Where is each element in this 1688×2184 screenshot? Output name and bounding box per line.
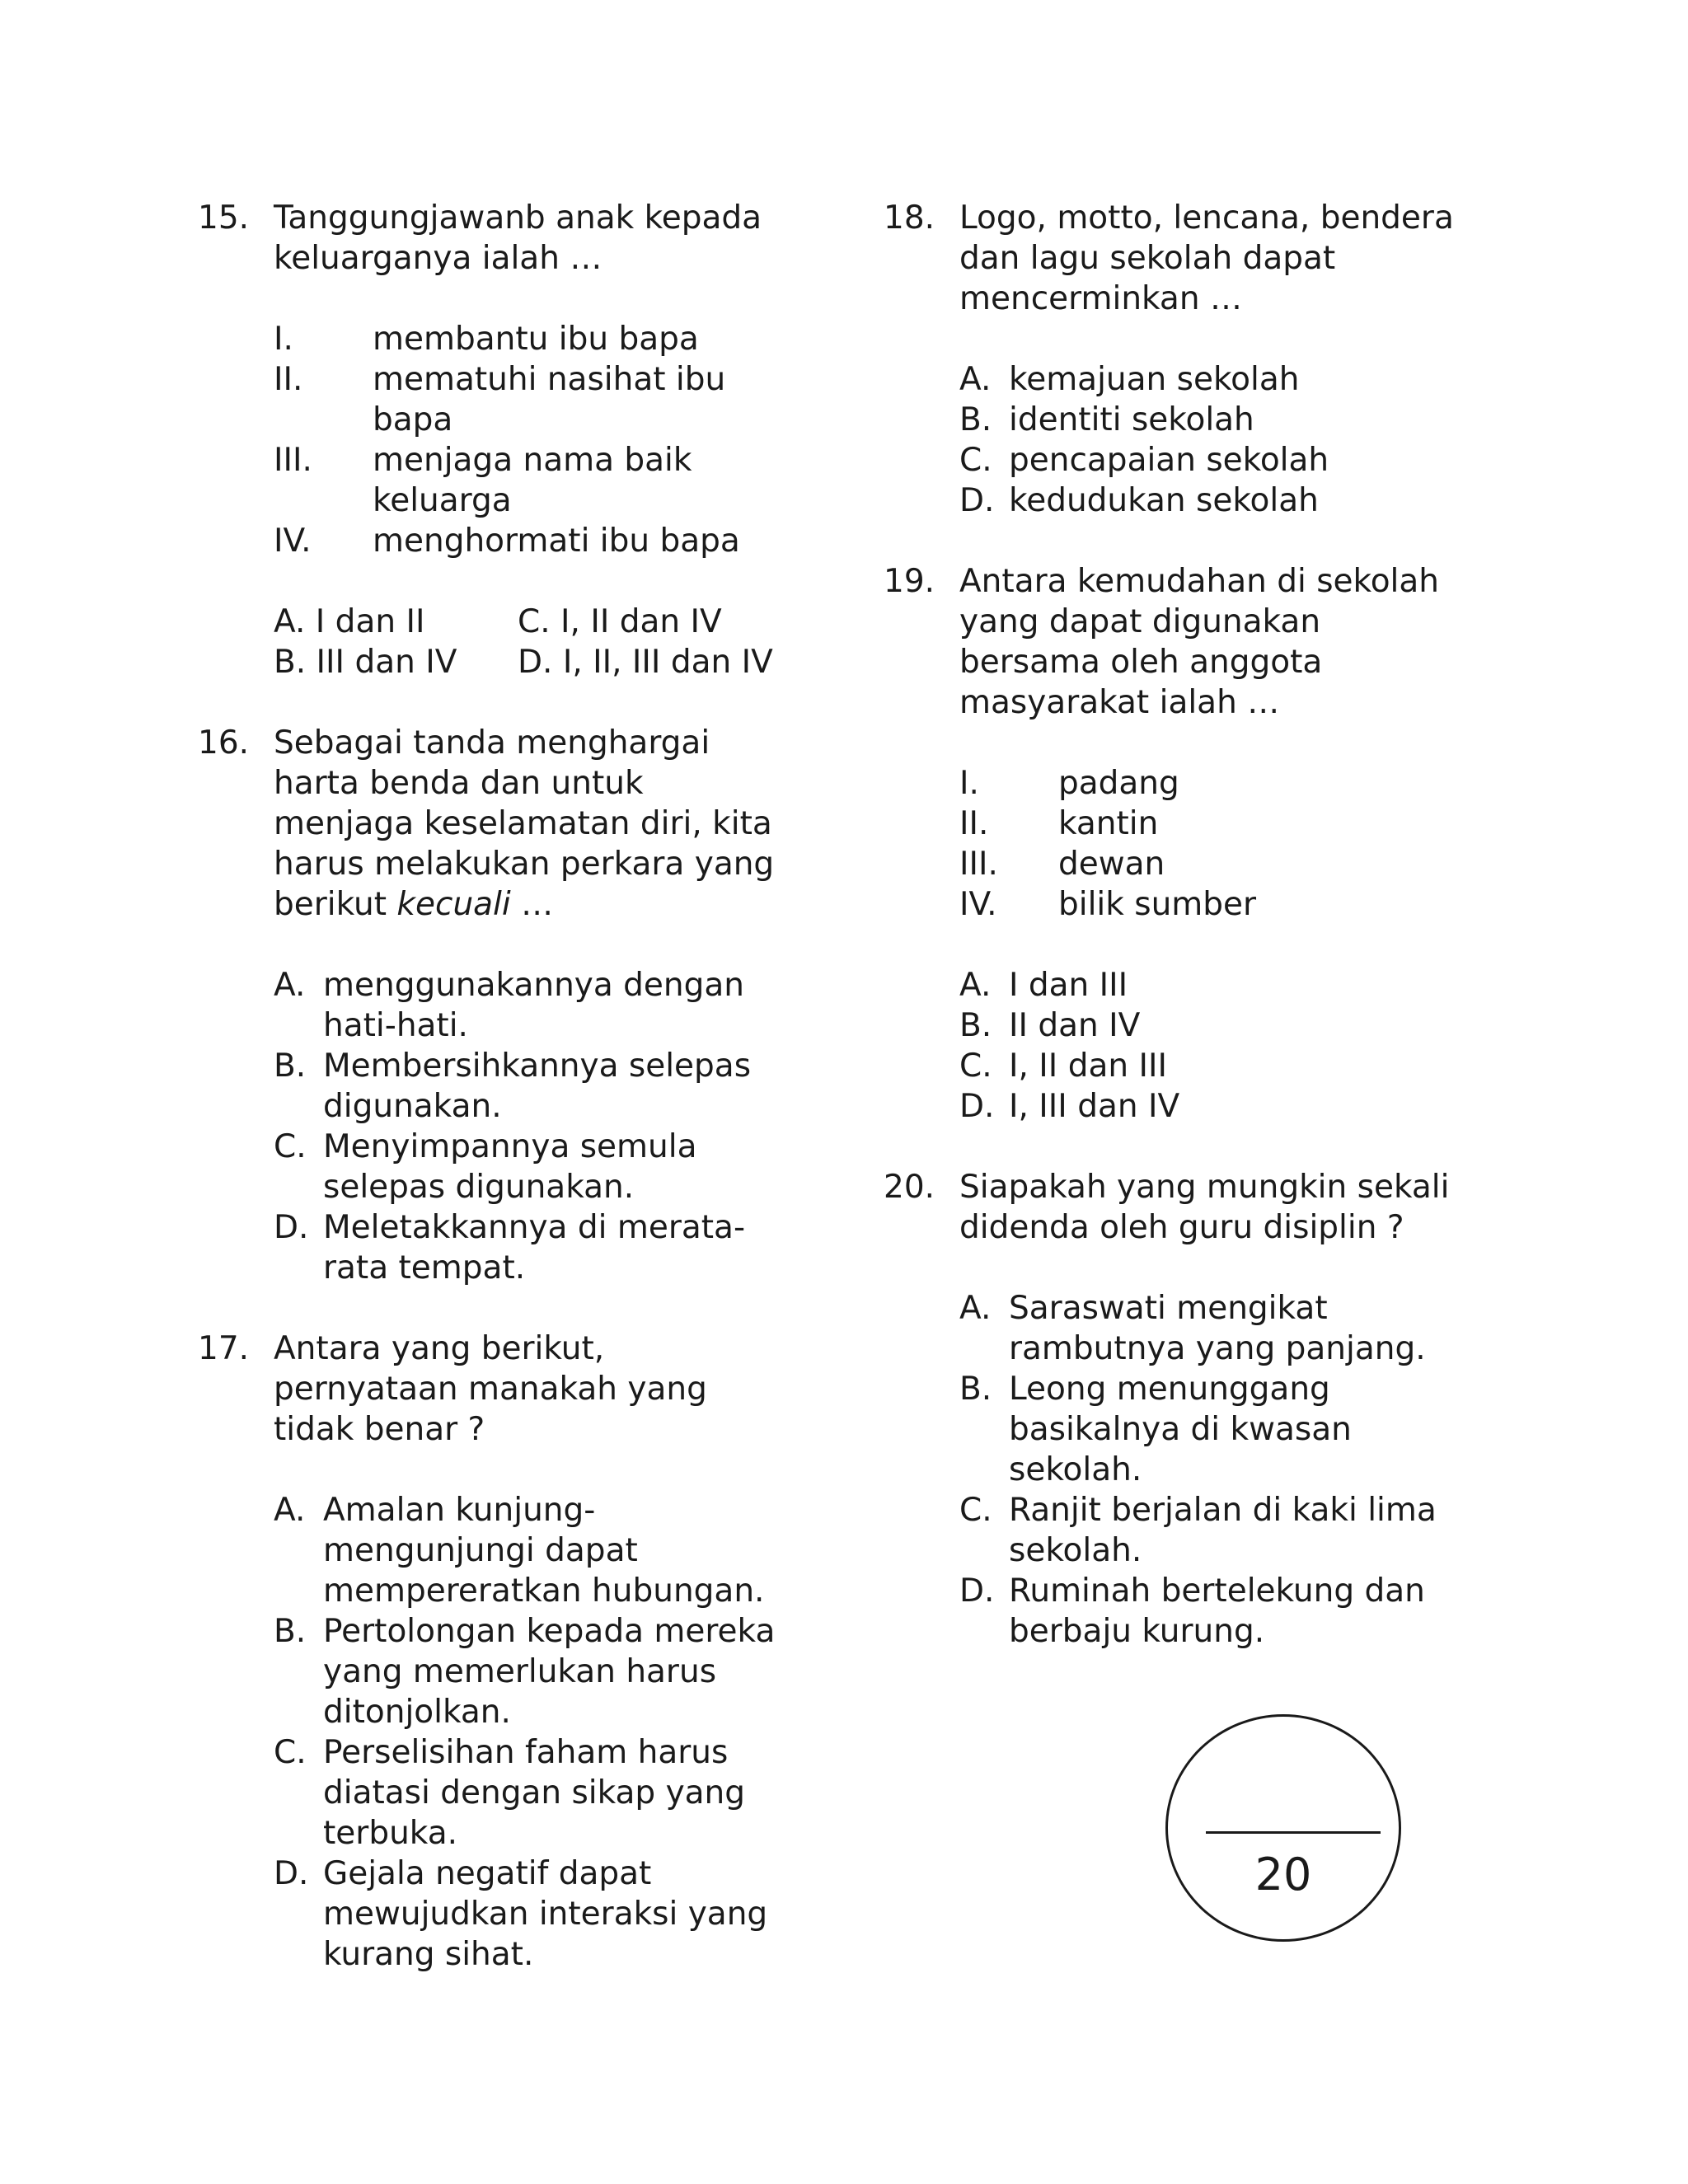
- question-18: [884, 198, 1510, 521]
- emphasis-word: kecuali: [396, 886, 511, 923]
- answer-option-d[interactable]: D. Gejala negatif dapat mewujudkan interaksi yang kurang sihat.: [274, 1855, 768, 1973]
- question-stem: Tanggungjawanb anak kepada keluarganya ialah …: [274, 199, 762, 277]
- answer-choice-d[interactable]: D. I, II, III dan IV: [518, 644, 773, 681]
- left-column: [198, 198, 824, 1975]
- question-stem: Logo, motto, lencana, bendera dan lagu sekolah dapat mencerminkan …: [959, 199, 1454, 317]
- score-box: [1165, 1714, 1401, 1942]
- answer-option-a[interactable]: A. Saraswati mengikat rambutnya yang panjang.: [959, 1290, 1426, 1367]
- answer-option-b[interactable]: B. Leong menunggang basikalnya di kwasan sekolah.: [959, 1371, 1352, 1488]
- question-stem: Sebagai tanda menghargai harta benda dan untuk menjaga keselamatan diri, kita harus melakukan perkara yang berikut kecuali …: [274, 724, 775, 923]
- score-total: 20: [1254, 1849, 1312, 1900]
- answer-option-a[interactable]: A. kemajuan sekolah: [959, 361, 1300, 398]
- statement-item: II. kantin: [959, 805, 1159, 842]
- question-number: 17.: [198, 1330, 250, 1367]
- answer-option-c[interactable]: C. Menyimpannya semula selepas digunakan.: [274, 1128, 697, 1206]
- answer-option-c[interactable]: C. pencapaian sekolah: [959, 442, 1329, 479]
- statement-item: I. membantu ibu bapa: [274, 321, 699, 358]
- right-column: [884, 198, 1510, 1652]
- answer-option-b[interactable]: B. Membersihkannya selepas digunakan.: [274, 1047, 752, 1125]
- question-19: [884, 561, 1510, 1127]
- question-body: [274, 1329, 824, 1975]
- question-body: [959, 1167, 1510, 1652]
- answer-option-b[interactable]: B. II dan IV: [959, 1007, 1141, 1044]
- answer-option-a[interactable]: A. menggunakannya dengan hati-hati.: [274, 967, 744, 1044]
- answer-option-b[interactable]: B. identiti sekolah: [959, 401, 1254, 438]
- question-number: 19.: [884, 563, 935, 600]
- score-entry-line[interactable]: [1206, 1831, 1381, 1834]
- answer-choice-b[interactable]: B. III dan IV: [274, 644, 457, 681]
- answer-choice-c[interactable]: C. I, II dan IV: [518, 603, 722, 640]
- answer-option-d[interactable]: D. Ruminah bertelekung dan berbaju kurung.: [959, 1572, 1425, 1650]
- statement-item: IV. menghormati ibu bapa: [274, 523, 740, 560]
- answer-choices: [274, 602, 824, 682]
- question-body: [959, 561, 1510, 1127]
- answer-option-c[interactable]: C. Ranjit berjalan di kaki lima sekolah.: [959, 1492, 1437, 1569]
- question-stem: Antara yang berikut, pernyataan manakah yang tidak benar ?: [274, 1330, 707, 1448]
- statement-item: IV. bilik sumber: [959, 886, 1257, 923]
- statement-item: II. mematuhi nasihat ibu bapa: [274, 361, 726, 438]
- answer-option-d[interactable]: D. kedudukan sekolah: [959, 482, 1319, 519]
- question-stem: Antara kemudahan di sekolah yang dapat digunakan bersama oleh anggota masyarakat ialah …: [959, 563, 1440, 721]
- question-number: 15.: [198, 199, 250, 237]
- question-16: [198, 723, 824, 1288]
- answer-option-d[interactable]: D. Meletakkannya di merata-rata tempat.: [274, 1209, 746, 1286]
- statement-item: III. menjaga nama baik keluarga: [274, 442, 692, 519]
- answer-option-a[interactable]: A. I dan III: [959, 967, 1128, 1004]
- answer-option-d[interactable]: D. I, III dan IV: [959, 1088, 1180, 1125]
- answer-option-b[interactable]: B. Pertolongan kepada mereka yang memerlukan harus ditonjolkan.: [274, 1613, 776, 1731]
- question-15: [198, 198, 824, 682]
- question-number: 16.: [198, 724, 250, 762]
- question-number: 20.: [884, 1169, 935, 1206]
- question-17: [198, 1329, 824, 1975]
- question-number: 18.: [884, 199, 935, 237]
- question-body: [274, 198, 824, 682]
- answer-choice-a[interactable]: A. I dan II: [274, 603, 425, 640]
- question-body: [959, 198, 1510, 521]
- statement-item: I. padang: [959, 765, 1179, 802]
- answer-option-c[interactable]: C. Perselisihan faham harus diatasi dengan sikap yang terbuka.: [274, 1734, 746, 1852]
- question-20: [884, 1167, 1510, 1652]
- question-body: [274, 723, 824, 1288]
- statement-item: III. dewan: [959, 846, 1165, 883]
- answer-option-c[interactable]: C. I, II dan III: [959, 1047, 1167, 1085]
- answer-option-a[interactable]: A. Amalan kunjung-mengunjungi dapat mempereratkan hubungan.: [274, 1492, 765, 1610]
- question-stem: Siapakah yang mungkin sekali didenda oleh guru disiplin ?: [959, 1169, 1450, 1246]
